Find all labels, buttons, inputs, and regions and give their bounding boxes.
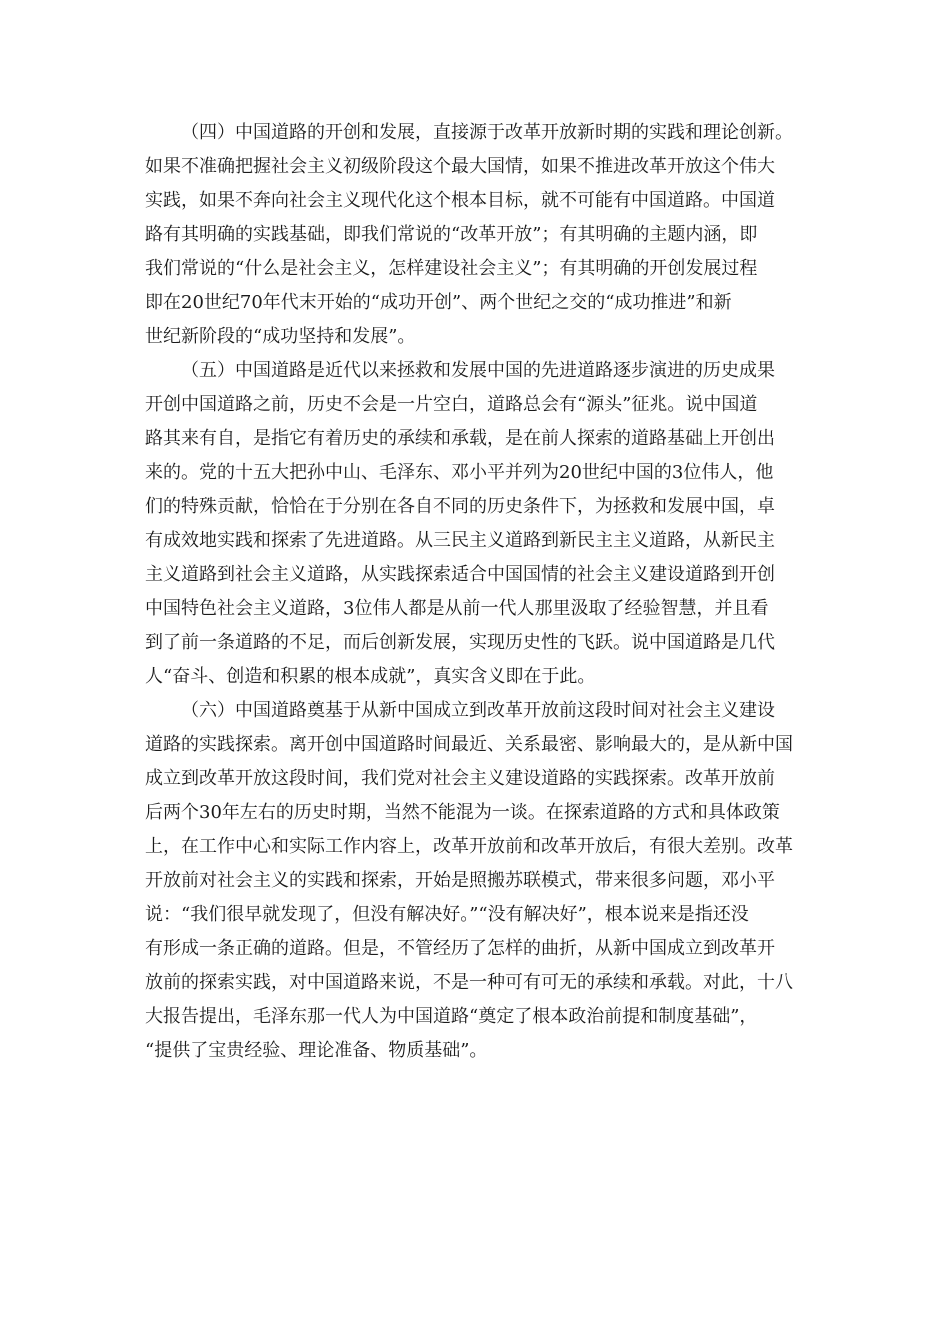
paragraph-6: [145, 694, 810, 1068]
paragraph-line: 有成效地实践和探索了先进道路。从三民主义道路到新民主主义道路，从新民主: [145, 530, 775, 551]
paragraph-line: 路有其明确的实践基础，即我们常说的“改革开放”；有其明确的主题内涵，即: [145, 224, 758, 245]
paragraph-line: 放前的探索实践，对中国道路来说，不是一种可有可无的承续和承载。对此，十八: [145, 972, 793, 993]
paragraph-line: 主义道路到社会主义道路，从实践探索适合中国国情的社会主义建设道路到开创: [145, 564, 775, 585]
paragraph-line: 世纪新阶段的“成功坚持和发展”。: [145, 326, 416, 347]
paragraph-line: 说：“我们很早就发现了，但没有解决好。”“没有解决好”，根本说来是指还没: [145, 904, 749, 925]
paragraph-line: 们的特殊贡献，恰恰在于分别在各自不同的历史条件下，为拯救和发展中国，卓: [145, 496, 775, 517]
paragraph-5: [145, 354, 810, 694]
paragraph-line: 人“奋斗、创造和积累的根本成就”，真实含义即在于此。: [145, 666, 596, 687]
paragraph-line: （四）中国道路的开创和发展，直接源于改革开放新时期的实践和理论创新。: [181, 122, 793, 143]
paragraph-line: 如果不准确把握社会主义初级阶段这个最大国情，如果不推进改革开放这个伟大: [145, 156, 775, 177]
paragraph-line: 开创中国道路之前，历史不会是一片空白，道路总会有“源头”征兆。说中国道: [145, 394, 758, 415]
paragraph-line: “提供了宝贵经验、理论准备、物质基础”。: [145, 1040, 488, 1061]
paragraph-line: 开放前对社会主义的实践和探索，开始是照搬苏联模式，带来很多问题，邓小平: [145, 870, 775, 891]
paragraph-4: [145, 116, 810, 354]
paragraph-line: 有形成一条正确的道路。但是，不管经历了怎样的曲折，从新中国成立到改革开: [145, 938, 775, 959]
paragraph-line: 成立到改革开放这段时间，我们党对社会主义建设道路的实践探索。改革开放前: [145, 768, 775, 789]
paragraph-line: 路其来有自，是指它有着历史的承续和承载，是在前人探索的道路基础上开创出: [145, 428, 775, 449]
document-body: [145, 116, 810, 1068]
paragraph-line: 大报告提出，毛泽东那一代人为中国道路“奠定了根本政治前提和制度基础”，: [145, 1006, 758, 1027]
paragraph-line: 到了前一条道路的不足，而后创新发展，实现历史性的飞跃。说中国道路是几代: [145, 632, 775, 653]
paragraph-line: （六）中国道路奠基于从新中国成立到改革开放前这段时间对社会主义建设: [181, 700, 775, 721]
paragraph-line: 上，在工作中心和实际工作内容上，改革开放前和改革开放后，有很大差别。改革: [145, 836, 793, 857]
paragraph-line: 道路的实践探索。离开创中国道路时间最近、关系最密、影响最大的，是从新中国: [145, 734, 793, 755]
paragraph-line: 后两个30年左右的历史时期，当然不能混为一谈。在探索道路的方式和具体政策: [145, 802, 780, 823]
paragraph-line: 中国特色社会主义道路，3位伟人都是从前一代人那里汲取了经验智慧，并且看: [145, 598, 769, 619]
paragraph-line: 来的。党的十五大把孙中山、毛泽东、邓小平并列为20世纪中国的3位伟人，他: [145, 462, 774, 483]
paragraph-line: 即在20世纪70年代末开始的“成功开创”、两个世纪之交的“成功推进”和新: [145, 292, 732, 313]
paragraph-line: 我们常说的“什么是社会主义，怎样建设社会主义”；有其明确的开创发展过程: [145, 258, 758, 279]
paragraph-line: 实践，如果不奔向社会主义现代化这个根本目标，就不可能有中国道路。中国道: [145, 190, 775, 211]
paragraph-line: （五）中国道路是近代以来拯救和发展中国的先进道路逐步演进的历史成果: [181, 360, 775, 381]
